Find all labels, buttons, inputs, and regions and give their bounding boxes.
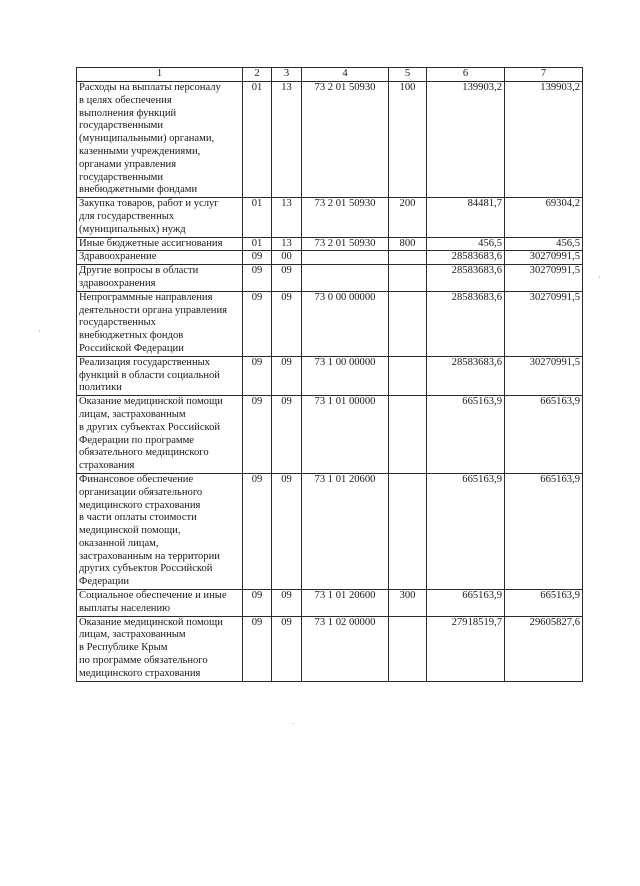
expense-item-name-line: Российской Федерации	[79, 342, 184, 354]
expense-type-code	[389, 396, 427, 474]
target-article-code: 73 2 01 50930	[302, 237, 389, 251]
expense-item-name-line: (муниципальных) нужд	[79, 223, 186, 235]
amount-column-7: 665163,9	[505, 396, 583, 474]
expense-item-name	[77, 616, 243, 681]
subsection-code: 00	[272, 251, 302, 265]
expense-item-name	[77, 396, 243, 474]
section-code: 09	[243, 291, 272, 356]
target-article-code: 73 2 01 50930	[302, 82, 389, 198]
expense-item-name-line: страхования	[79, 460, 135, 472]
expense-type-code: 100	[389, 82, 427, 198]
amount-column-6: 456,5	[427, 237, 505, 251]
expense-item-name-line: выполнения функций	[79, 107, 177, 119]
expense-type-code	[389, 265, 427, 292]
column-number-5: 5	[389, 68, 427, 82]
expense-type-code: 300	[389, 590, 427, 617]
expense-item-name	[77, 473, 243, 589]
subsection-code: 09	[272, 590, 302, 617]
expense-item-name	[77, 82, 243, 198]
column-number-1: 1	[77, 68, 243, 82]
expense-type-code	[389, 616, 427, 681]
expense-item-name-line: казенными учреждениями,	[79, 145, 201, 157]
amount-column-7: 69304,2	[505, 198, 583, 237]
amount-column-6: 139903,2	[427, 82, 505, 198]
target-article-code: 73 1 01 20600	[302, 590, 389, 617]
expense-item-name-line: политики	[79, 382, 122, 394]
scan-artifact-mark: .	[292, 716, 295, 726]
expense-item-name	[77, 237, 243, 251]
amount-column-7: 139903,2	[505, 82, 583, 198]
expense-item-name-line: Расходы на выплаты персоналу	[79, 82, 221, 93]
section-code: 09	[243, 251, 272, 265]
expense-item-name-line: по программе обязательного	[79, 655, 208, 667]
expense-item-name-line: организации обязательного	[79, 486, 203, 498]
amount-column-6: 28583683,6	[427, 291, 505, 356]
target-article-code: 73 0 00 00000	[302, 291, 389, 356]
amount-column-7: 30270991,5	[505, 356, 583, 395]
amount-column-7: 30270991,5	[505, 265, 583, 292]
expense-type-code	[389, 251, 427, 265]
expense-item-name-line: Федерации по программе	[79, 434, 195, 446]
amount-column-7: 665163,9	[505, 590, 583, 617]
expense-item-name-line: лицам, застрахованным	[79, 629, 186, 641]
budget-expenditure-table	[76, 67, 583, 682]
expense-item-name-line: медицинской помощи,	[79, 525, 181, 537]
column-number-6: 6	[427, 68, 505, 82]
amount-column-7: 29605827,6	[505, 616, 583, 681]
expense-item-name-line: обязательного медицинского	[79, 447, 209, 459]
expense-item-name-line: Непрограммные направления	[79, 291, 213, 303]
expense-item-name-line: оказанной лицам,	[79, 537, 159, 549]
expense-item-name-line: Иные бюджетные ассигнования	[79, 237, 223, 249]
expense-item-name-line: Реализация государственных	[79, 356, 211, 368]
table-row	[77, 473, 583, 589]
amount-column-6: 665163,9	[427, 396, 505, 474]
section-code: 09	[243, 616, 272, 681]
subsection-code: 09	[272, 356, 302, 395]
amount-column-7: 665163,9	[505, 473, 583, 589]
expense-item-name-line: в части оплаты стоимости	[79, 512, 197, 524]
section-code: 09	[243, 473, 272, 589]
subsection-code: 13	[272, 237, 302, 251]
expense-item-name-line: в целях обеспечения	[79, 94, 172, 106]
expense-item-name-line: органами управления	[79, 158, 177, 170]
expense-item-name-line: медицинского страхования	[79, 499, 201, 511]
amount-column-6: 665163,9	[427, 473, 505, 589]
amount-column-7: 30270991,5	[505, 291, 583, 356]
amount-column-7: 30270991,5	[505, 251, 583, 265]
expense-item-name-line: государственными	[79, 120, 164, 132]
target-article-code: 73 1 00 00000	[302, 356, 389, 395]
expense-item-name-line: Другие вопросы в области	[79, 265, 199, 277]
expense-item-name	[77, 265, 243, 292]
column-number-2: 2	[243, 68, 272, 82]
expense-item-name	[77, 251, 243, 265]
expense-item-name	[77, 198, 243, 237]
expense-item-name-line: деятельности органа управления	[79, 304, 227, 316]
table-row	[77, 396, 583, 474]
amount-column-6: 28583683,6	[427, 251, 505, 265]
expense-item-name-line: Финансовое обеспечение	[79, 473, 194, 485]
target-article-code: 73 2 01 50930	[302, 198, 389, 237]
expense-item-name-line: выплаты населению	[79, 602, 171, 614]
scan-artifact-mark: ·	[598, 272, 601, 282]
expense-item-name-line: Здравоохранение	[79, 251, 157, 263]
expense-item-name-line: Федерации	[79, 576, 130, 588]
section-code: 09	[243, 356, 272, 395]
expense-item-name	[77, 356, 243, 395]
expense-type-code: 800	[389, 237, 427, 251]
table-row	[77, 590, 583, 617]
column-number-header-row	[77, 68, 583, 82]
table-row	[77, 198, 583, 237]
table-row	[77, 251, 583, 265]
expense-item-name-line: Закупка товаров, работ и услуг	[79, 198, 219, 210]
expense-item-name-line: Социальное обеспечение и иные	[79, 590, 227, 602]
subsection-code: 13	[272, 198, 302, 237]
target-article-code	[302, 265, 389, 292]
section-code: 09	[243, 265, 272, 292]
amount-column-6: 84481,7	[427, 198, 505, 237]
expense-type-code	[389, 356, 427, 395]
subsection-code: 09	[272, 396, 302, 474]
expense-item-name-line: (муниципальными) органами,	[79, 133, 215, 145]
target-article-code: 73 1 02 00000	[302, 616, 389, 681]
expense-item-name-line: для государственных	[79, 210, 175, 222]
expense-item-name-line: внебюджетными фондами	[79, 184, 198, 196]
subsection-code: 09	[272, 265, 302, 292]
expense-item-name-line: государственных	[79, 317, 156, 329]
subsection-code: 09	[272, 616, 302, 681]
table-row	[77, 291, 583, 356]
scan-artifact-mark: ·	[38, 326, 41, 336]
expense-item-name-line: в Республике Крым	[79, 642, 168, 654]
table-row	[77, 356, 583, 395]
target-article-code	[302, 251, 389, 265]
section-code: 09	[243, 590, 272, 617]
column-number-4: 4	[302, 68, 389, 82]
amount-column-6: 28583683,6	[427, 356, 505, 395]
section-code: 09	[243, 396, 272, 474]
section-code: 01	[243, 198, 272, 237]
amount-column-6: 27918519,7	[427, 616, 505, 681]
expense-type-code: 200	[389, 198, 427, 237]
subsection-code: 09	[272, 291, 302, 356]
expense-item-name-line: лицам, застрахованным	[79, 408, 186, 420]
subsection-code: 09	[272, 473, 302, 589]
table-row	[77, 237, 583, 251]
table-row	[77, 265, 583, 292]
table-row	[77, 616, 583, 681]
expense-item-name-line: медицинского страхования	[79, 667, 201, 679]
expense-item-name-line: государственными	[79, 171, 164, 183]
table-row	[77, 82, 583, 198]
expense-item-name-line: застрахованным на территории	[79, 550, 220, 562]
expense-type-code	[389, 291, 427, 356]
expense-item-name-line: внебюджетных фондов	[79, 330, 184, 342]
section-code: 01	[243, 82, 272, 198]
expense-item-name-line: в других субъектах Российской	[79, 421, 221, 433]
amount-column-7: 456,5	[505, 237, 583, 251]
expense-item-name-line: функций в области социальной	[79, 369, 220, 381]
column-number-7: 7	[505, 68, 583, 82]
target-article-code: 73 1 01 00000	[302, 396, 389, 474]
amount-column-6: 665163,9	[427, 590, 505, 617]
expense-item-name-line: Оказание медицинской помощи	[79, 616, 223, 628]
section-code: 01	[243, 237, 272, 251]
expense-item-name-line: Оказание медицинской помощи	[79, 396, 223, 408]
subsection-code: 13	[272, 82, 302, 198]
expense-type-code	[389, 473, 427, 589]
expense-item-name-line: здравоохранения	[79, 277, 156, 289]
expense-item-name-line: других субъектов Российской	[79, 563, 213, 575]
column-number-3: 3	[272, 68, 302, 82]
expense-item-name	[77, 291, 243, 356]
expense-item-name	[77, 590, 243, 617]
amount-column-6: 28583683,6	[427, 265, 505, 292]
target-article-code: 73 1 01 20600	[302, 473, 389, 589]
